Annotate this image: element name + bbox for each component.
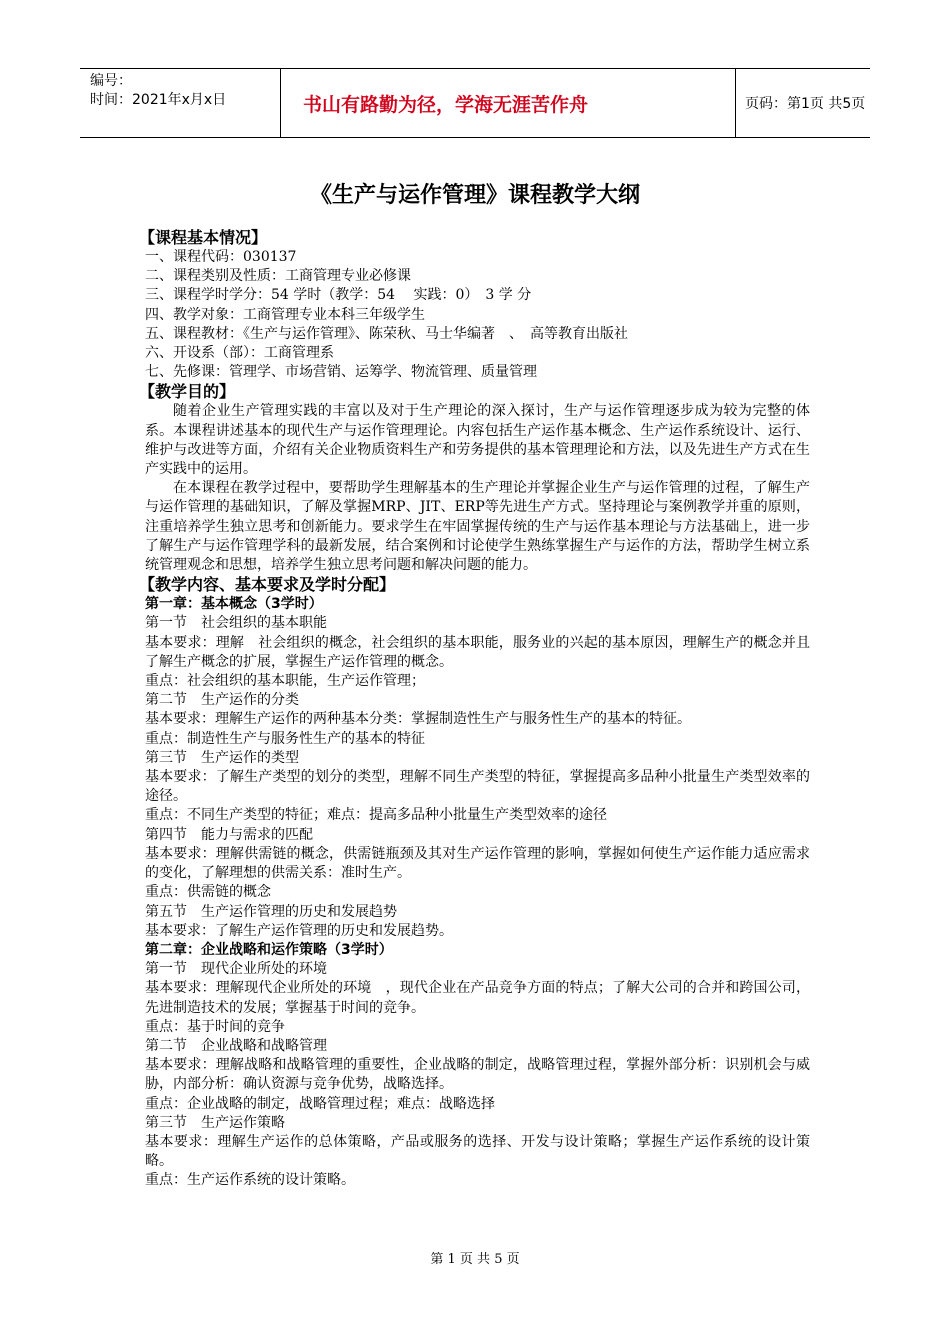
page-footer: 第 1 页 共 5 页 — [430, 1252, 520, 1267]
document-body — [139, 228, 810, 1191]
purpose-paragraph: 在本课程在教学过程中，要帮助学生理解基本的生产理论并掌握企业生产与运作管理的过程，了解生产与运作管理的基础知识，了解及掌握MRP、JIT、ERP等先进生产方式。坚持理论与案例教学并重的原则，注重培养学生独立思考和创新能力。要求学生在牢固掌握传统的生产与运作基本理论与方法基础上，进一步了解生产与运作管理学科的最新发展，结合案例和讨论使学生熟练掌握生产与运作的方法，帮助学生树立系统管理观念和思想，培养学生独立思考问题和解决问题的能力。 — [145, 480, 810, 574]
requirement-text: 基本要求：理解战略和战略管理的重要性，企业战略的制定，战略管理过程，掌握外部分析：识别机会与威胁，内部分析：确认资源与竞争优势，战略选择。 — [145, 1057, 810, 1093]
header-page-number: 页码：第1页 共5页 — [745, 96, 866, 112]
document-number: 编号： — [90, 73, 132, 89]
document-time: 时间：2021年x月x日 — [90, 92, 227, 108]
basic-line-prerequisites: 七、先修课：管理学、市场营销、运筹学、物流管理、质量管理 — [145, 364, 537, 381]
basic-line-department: 六、开设系（部）：工商管理系 — [145, 345, 334, 362]
section-heading-basic: 【课程基本情况】 — [139, 228, 268, 247]
basic-line-textbook: 五、课程教材：《生产与运作管理》、陈荣秋、马士华编著 、 高等教育出版社 — [145, 325, 628, 342]
page-header — [80, 68, 870, 138]
document-title: 《生产与运作管理》课程教学大纲 — [309, 183, 640, 208]
section-title: 第一节 社会组织的基本职能 — [145, 615, 327, 632]
section-heading-content: 【教学内容、基本要求及学时分配】 — [139, 575, 396, 595]
chapter-title: 第二章：企业战略和运作策略（3学时） — [145, 941, 393, 958]
basic-line-audience: 四、教学对象：工商管理专业本科三年级学生 — [145, 306, 425, 323]
section-heading-purpose: 【教学目的】 — [139, 382, 236, 402]
requirement-text: 基本要求：理解生产运作的总体策略，产品或服务的选择、开发与设计策略；掌握生产运作系统的设计策略。 — [145, 1133, 810, 1170]
key-point-text: 重点：社会组织的基本职能，生产运作管理； — [145, 673, 425, 690]
basic-line-code: 一、课程代码：030137 — [145, 249, 297, 265]
section-title: 第三节 生产运作的类型 — [145, 749, 299, 766]
basic-line-category: 二、课程类别及性质：工商管理专业必修课 — [145, 268, 411, 285]
basic-line-hours: 三、课程学时学分：54 学时（教学：54 实践：0） 3 学 分 — [145, 287, 532, 304]
section-title: 第二节 生产运作的分类 — [145, 692, 299, 709]
header-meta — [80, 69, 280, 137]
requirement-text: 基本要求：了解生产类型的划分的类型，理解不同生产类型的特征，掌握提高多品种小批量生产类型效率的途径。 — [145, 769, 810, 805]
key-point-text: 重点：制造性生产与服务性生产的基本的特征 — [145, 730, 425, 747]
key-point-text: 重点：不同生产类型的特征；难点：提高多品种小批量生产类型效率的途径 — [145, 807, 607, 824]
chapter-title: 第一章：基本概念（3学时） — [145, 596, 323, 613]
key-point-text: 重点：企业战略的制定，战略管理过程；难点：战略选择 — [145, 1095, 495, 1112]
header-motto: 书山有路勤为径，学海无涯苦作舟 — [280, 69, 736, 137]
requirement-text: 基本要求：理解现代企业所处的环境 ，现代企业在产品竞争方面的特点；了解大公司的合并和跨国公司，先进制造技术的发展；掌握基于时间的竞争。 — [145, 980, 810, 1016]
section-title: 第四节 能力与需求的匹配 — [145, 826, 313, 843]
key-point-text: 重点：生产运作系统的设计策略。 — [145, 1172, 355, 1189]
requirement-text: 基本要求：理解生产运作的两种基本分类：掌握制造性生产与服务性生产的基本的特征。 — [145, 711, 691, 728]
requirement-text: 基本要求：了解生产运作管理的历史和发展趋势。 — [145, 922, 453, 939]
requirement-text: 基本要求：理解 社会组织的概念，社会组织的基本职能，服务业的兴起的基本原因，理解生产的概念并且了解生产概念的扩展，掌握生产运作管理的概念。 — [145, 634, 810, 670]
section-title: 第五节 生产运作管理的历史和发展趋势 — [145, 903, 397, 920]
key-point-text: 重点：基于时间的竞争 — [145, 1018, 285, 1035]
key-point-text: 重点：供需链的概念 — [145, 884, 271, 901]
section-title: 第三节 生产运作策略 — [145, 1114, 285, 1131]
section-title: 第一节 现代企业所处的环境 — [145, 961, 327, 978]
purpose-paragraph: 随着企业生产管理实践的丰富以及对于生产理论的深入探讨，生产与运作管理逐步成为较为完整的体系。本课程讲述基本的现代生产与运作管理理论。内容包括生产运作基本概念、生产运作系统设计、运行、维护与改进等方面，介绍有关企业物质资料生产和劳务提供的基本管理理论和方法，以及先进生产方式在生产实践中的运用。 — [145, 403, 810, 478]
requirement-text: 基本要求：理解供需链的概念，供需链瓶颈及其对生产运作管理的影响，掌握如何使生产运作能力适应需求的变化，了解理想的供需关系：准时生产。 — [145, 845, 810, 882]
section-title: 第二节 企业战略和战略管理 — [145, 1037, 327, 1054]
